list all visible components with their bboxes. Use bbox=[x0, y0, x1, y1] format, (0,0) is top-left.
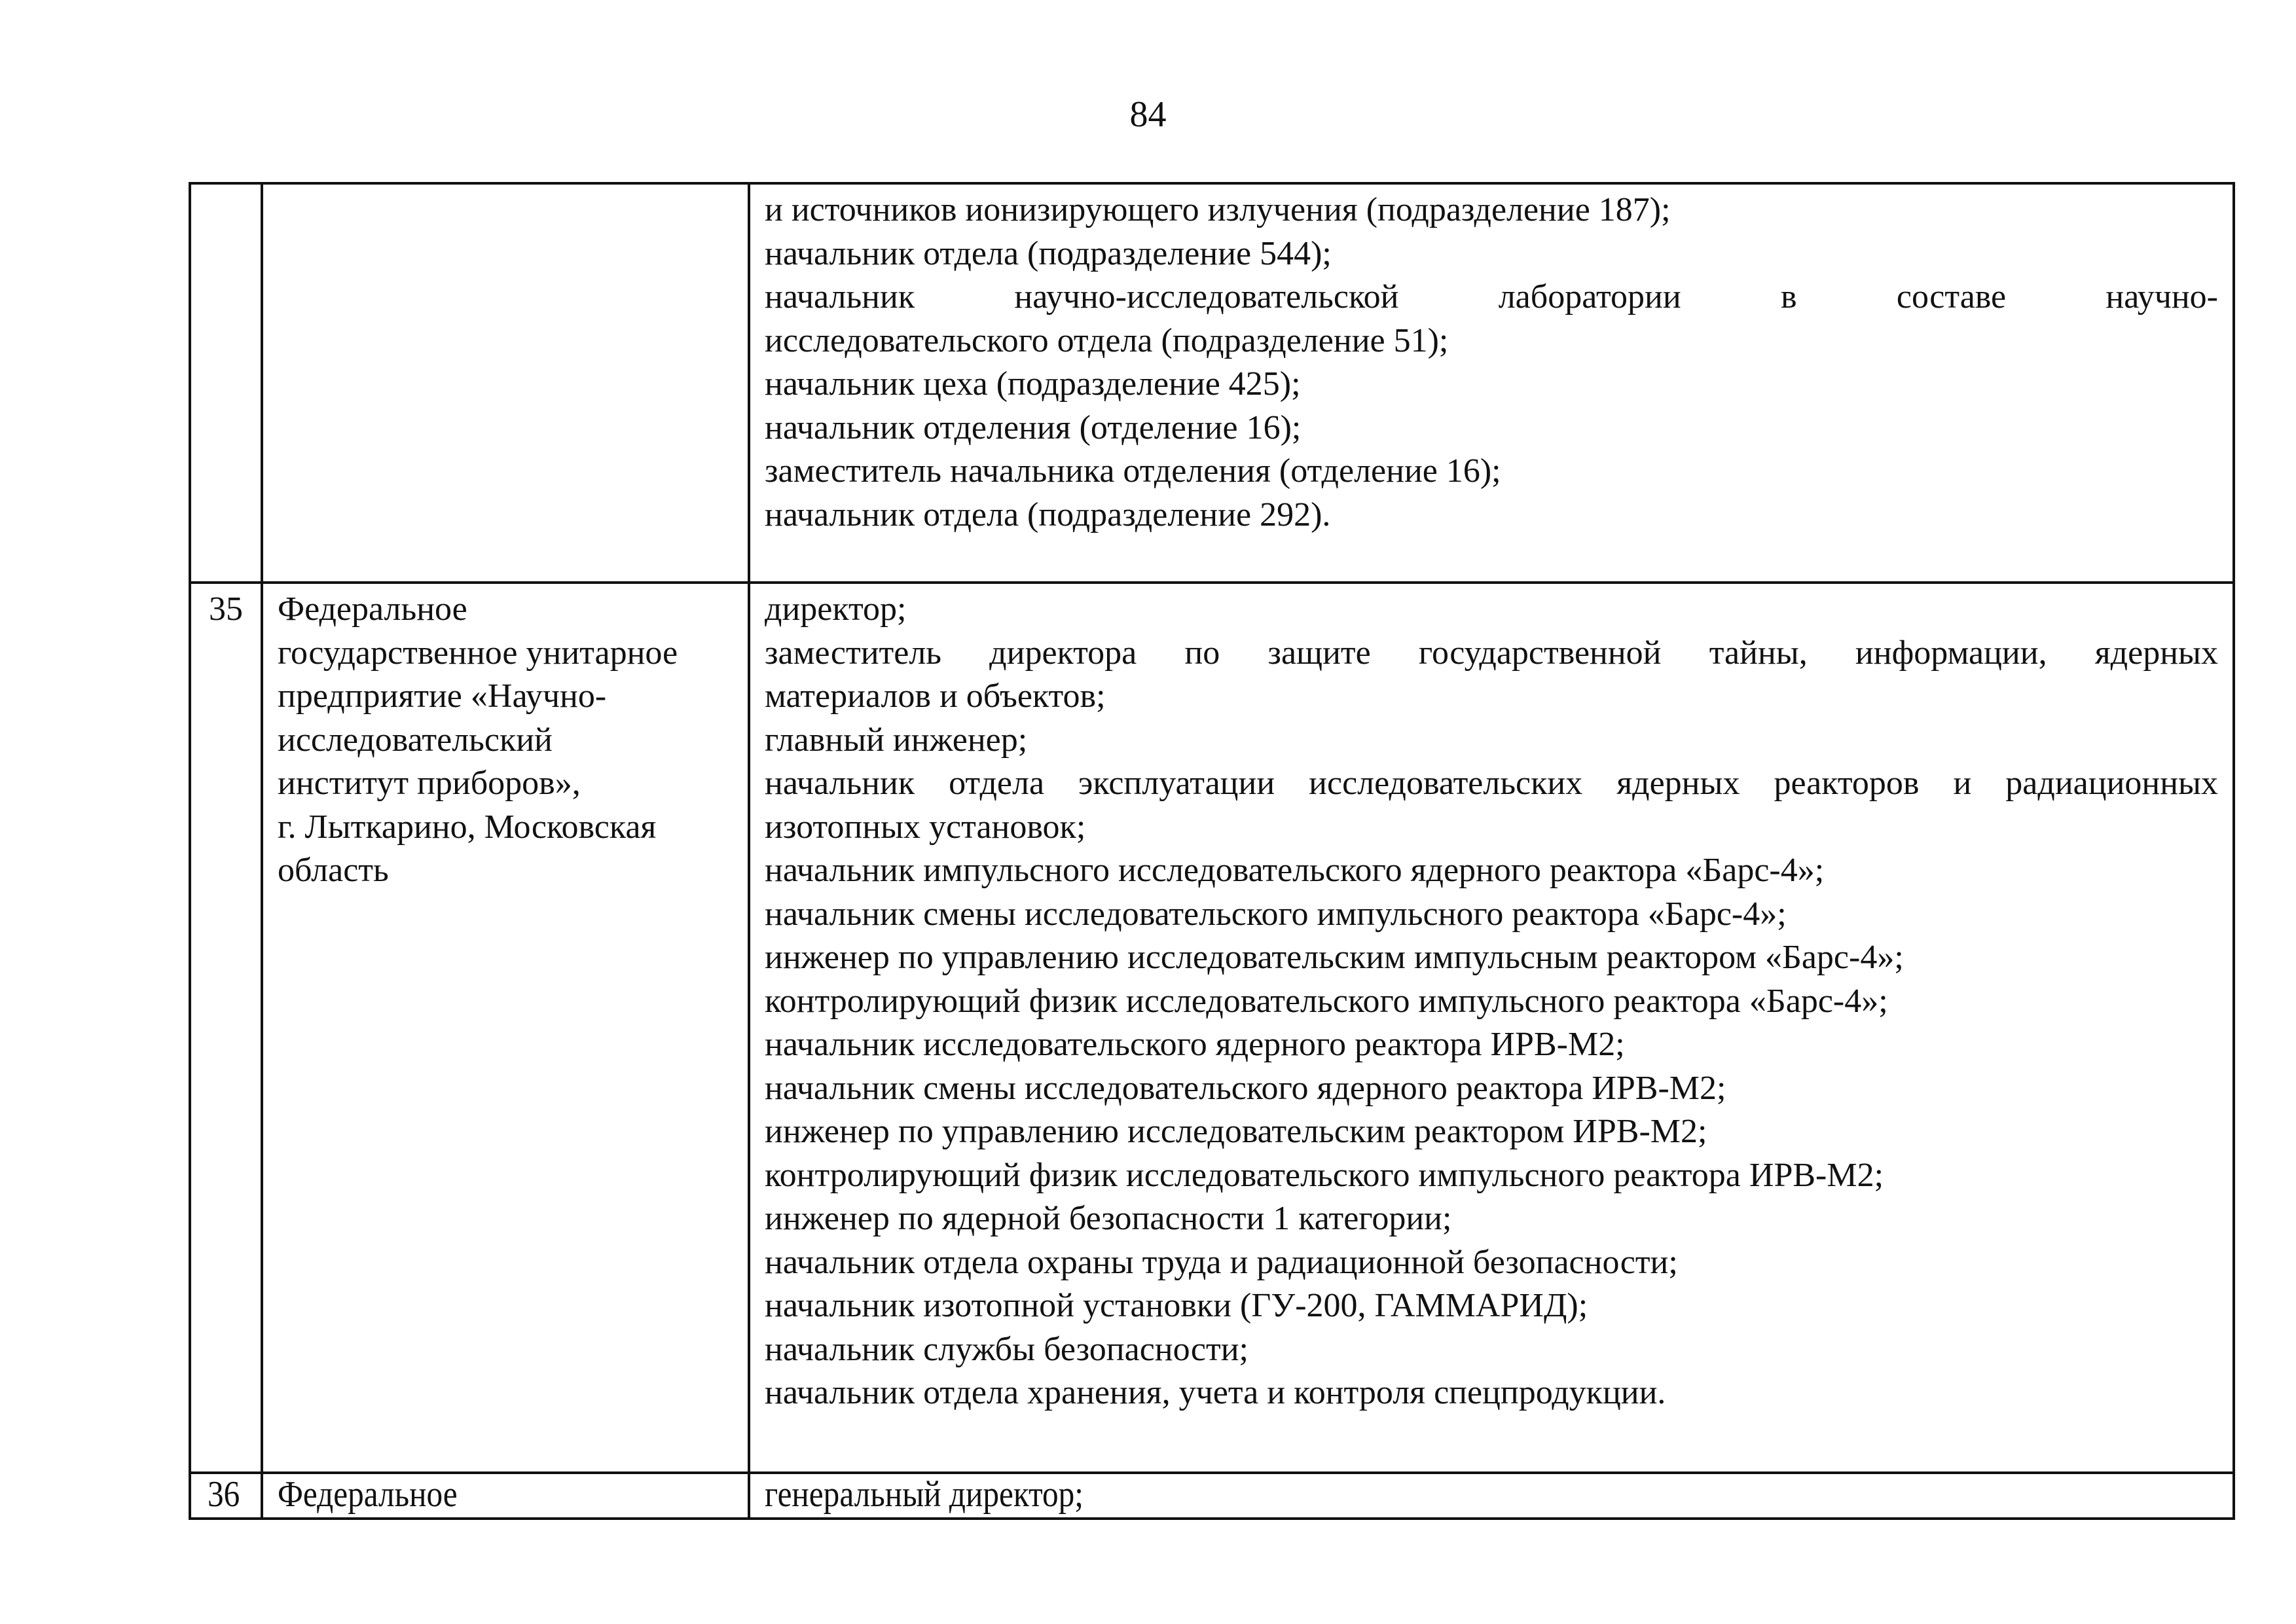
position-line: и источников ионизирующего излучения (подразделение 187); bbox=[765, 191, 1671, 228]
organization-line: область bbox=[278, 852, 389, 889]
organization-cell bbox=[262, 583, 749, 1473]
position-line: инженер по управлению исследовательским импульсным реактором «Барс-4»; bbox=[765, 939, 1904, 976]
position-line: начальник цеха (подразделение 425); bbox=[765, 365, 1301, 403]
position-line: начальник службы безопасности; bbox=[765, 1330, 1248, 1368]
organization-line: г. Лыткарино, Московская bbox=[278, 808, 657, 846]
position-line: главный инженер; bbox=[765, 721, 1028, 759]
position-line: инженер по управлению исследовательским реактором ИРВ-М2; bbox=[765, 1113, 1707, 1150]
positions-cell bbox=[749, 583, 2234, 1473]
organization-line: институт приборов», bbox=[278, 765, 581, 802]
position-line: изотопных установок; bbox=[765, 808, 1086, 846]
organization-line: Федеральное bbox=[278, 590, 467, 628]
position-line: контролирующий физик исследовательского импульсного реактора ИРВ-М2; bbox=[765, 1156, 1884, 1194]
position-line: заместитель директора по защите государственной тайны, информации, ядерных bbox=[765, 634, 2218, 672]
position-line: начальник отдела охраны труда и радиационной безопасности; bbox=[765, 1243, 1678, 1281]
row-number: 36 bbox=[208, 1474, 240, 1515]
table-row-continuation bbox=[190, 183, 2234, 583]
position-line: начальник импульсного исследовательского ядерного реактора «Барс-4»; bbox=[765, 852, 1825, 889]
position-line: начальник смены исследовательского ядерного реактора ИРВ-М2; bbox=[765, 1069, 1726, 1107]
organization-line: государственное унитарное bbox=[278, 634, 678, 672]
row-number-cell bbox=[190, 1473, 262, 1519]
position-line: начальник отделения (отделение 16); bbox=[765, 408, 1302, 446]
table-row-36 bbox=[190, 1473, 2234, 1519]
position-line: контролирующий физик исследовательского импульсного реактора «Барс-4»; bbox=[765, 982, 1888, 1020]
organization-cell bbox=[262, 183, 749, 583]
positions-cell bbox=[749, 183, 2234, 583]
position-line: начальник изотопной установки (ГУ-200, ГАММАРИД); bbox=[765, 1287, 1588, 1324]
position-line: исследовательского отдела (подразделение 51); bbox=[765, 321, 1449, 359]
position-line: начальник отдела хранения, учета и контроля спецпродукции. bbox=[765, 1374, 1666, 1411]
positions-cell bbox=[749, 1473, 2234, 1519]
position-line: начальник научно-исследовательской лаборатории в составе научно- bbox=[765, 278, 2218, 316]
position-line: генеральный директор; bbox=[765, 1474, 1084, 1515]
organization-line: исследовательский bbox=[278, 721, 553, 759]
position-line: начальник отдела (подразделение 292). bbox=[765, 496, 1331, 533]
row-number-cell bbox=[190, 583, 262, 1473]
position-line: начальник исследовательского ядерного реактора ИРВ-М2; bbox=[765, 1026, 1625, 1063]
position-line: заместитель начальника отделения (отделение 16); bbox=[765, 452, 1501, 490]
positions-table bbox=[189, 182, 2235, 1520]
organization-line: предприятие «Научно- bbox=[278, 677, 607, 715]
position-line: начальник отдела (подразделение 544); bbox=[765, 234, 1332, 272]
position-line: начальник смены исследовательского импульсного реактора «Барс-4»; bbox=[765, 895, 1787, 933]
position-line: начальник отдела эксплуатации исследовательских ядерных реакторов и радиационных bbox=[765, 765, 2218, 802]
position-line: инженер по ядерной безопасности 1 категории; bbox=[765, 1200, 1452, 1237]
position-line: материалов и объектов; bbox=[765, 677, 1106, 715]
table-row-35 bbox=[190, 583, 2234, 1473]
row-number: 35 bbox=[209, 590, 243, 628]
position-line: директор; bbox=[765, 590, 907, 628]
row-number-cell bbox=[190, 183, 262, 583]
page-number: 84 bbox=[1129, 94, 1167, 135]
organization-line: Федеральное bbox=[278, 1474, 458, 1515]
organization-cell bbox=[262, 1473, 749, 1519]
